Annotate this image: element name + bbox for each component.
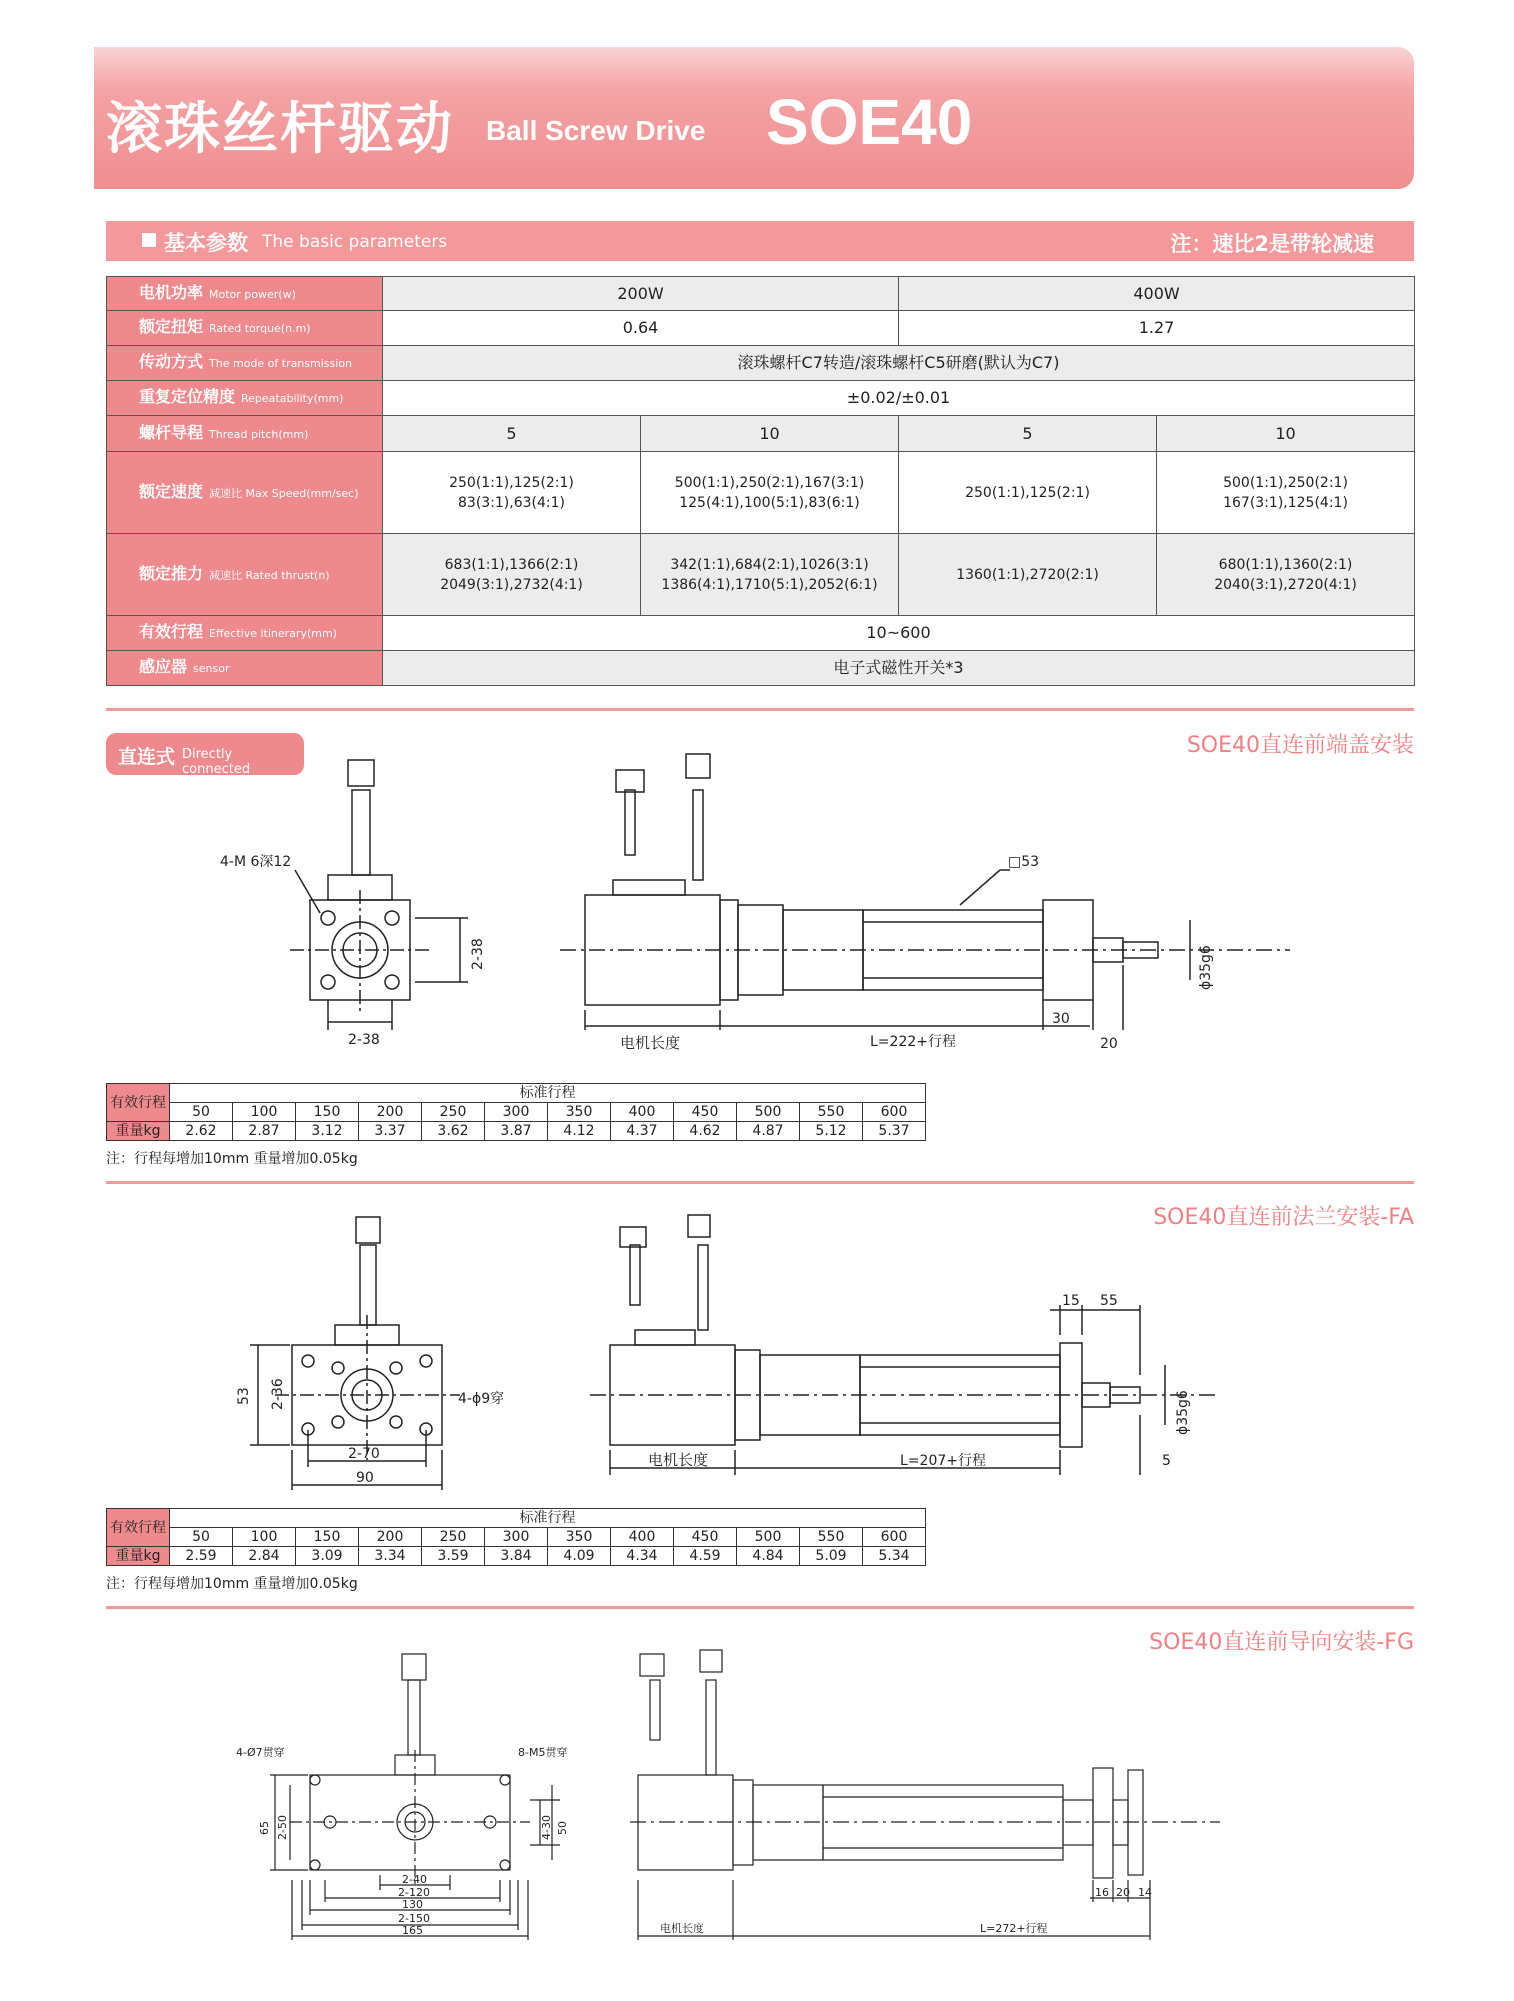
- param-value: 10: [641, 416, 899, 452]
- weight-cell: 3.84: [485, 1547, 548, 1566]
- weight-cell: 5.37: [863, 1122, 926, 1141]
- dim-20: 20: [1100, 1036, 1118, 1052]
- dim-h: 2-70: [348, 1446, 380, 1462]
- stroke-cell: 250: [422, 1528, 485, 1547]
- param-value: 250(1:1),125(2:1): [899, 452, 1157, 534]
- param-label: 螺杆导程 Thread pitch(mm): [107, 416, 383, 452]
- stroke-cell: 50: [170, 1528, 233, 1547]
- weight-table-2: [106, 1508, 926, 1566]
- stroke-cell: 200: [359, 1103, 422, 1122]
- stroke-cell: 400: [611, 1103, 674, 1122]
- weight-cell: 3.87: [485, 1122, 548, 1141]
- param-label: 额定速度 减速比 Max Speed(mm/sec): [107, 452, 383, 534]
- stroke-label: 有效行程: [107, 1084, 170, 1122]
- param-value: 500(1:1),250(2:1),167(3:1) 125(4:1),100(5:1),83(6:1): [641, 452, 899, 534]
- section3-title: SOE40直连前导向安装-FG: [1149, 1630, 1414, 1655]
- dim-v50: 2-50: [276, 1815, 289, 1840]
- weight-cell: 2.84: [233, 1547, 296, 1566]
- title-cn: 滚珠丝杆驱动: [106, 97, 454, 162]
- dim-v: 2-38: [470, 938, 486, 970]
- stroke-cell: 350: [548, 1103, 611, 1122]
- weight-cell: 4.37: [611, 1122, 674, 1141]
- stroke-cell: 100: [233, 1103, 296, 1122]
- drawing-front-flange: [220, 1205, 1320, 1500]
- weight-cell: 4.62: [674, 1122, 737, 1141]
- dim-53: 53: [236, 1387, 252, 1405]
- table-row: [107, 311, 1415, 346]
- weight-cell: 3.12: [296, 1122, 359, 1141]
- divider: [106, 708, 1414, 711]
- ratio-note: 注：速比2是带轮减速: [1170, 232, 1374, 256]
- dim-16: 16: [1095, 1886, 1109, 1899]
- param-value: 500(1:1),250(2:1) 167(3:1),125(4:1): [1157, 452, 1415, 534]
- dim-length: L=272+行程: [980, 1922, 1048, 1935]
- weight-cell: 3.34: [359, 1547, 422, 1566]
- dim-shaft: ϕ35g6: [1198, 945, 1214, 990]
- weight-cell: 5.34: [863, 1547, 926, 1566]
- table-row: [107, 346, 1415, 381]
- param-value: 10~600: [383, 616, 1415, 651]
- stroke-cell: 600: [863, 1528, 926, 1547]
- dim-square: □53: [1008, 854, 1040, 870]
- weight-cell: 4.34: [611, 1547, 674, 1566]
- dim-165: 165: [402, 1924, 423, 1937]
- table-row: [107, 616, 1415, 651]
- table-row: [107, 381, 1415, 416]
- dim-90: 90: [356, 1470, 374, 1486]
- table-row: [107, 1122, 926, 1141]
- param-value: 200W: [383, 277, 899, 311]
- basic-title-cn: 基本参数: [164, 231, 248, 255]
- basic-params-bar: [106, 221, 1414, 261]
- stroke-cell: 350: [548, 1528, 611, 1547]
- param-value: 0.64: [383, 311, 899, 346]
- stroke-cell: 550: [800, 1528, 863, 1547]
- model-name: SOE40: [766, 86, 973, 158]
- param-label: 额定推力 减速比 Rated thrust(n): [107, 534, 383, 616]
- weight-label: 重量kg: [107, 1547, 170, 1566]
- param-value: 400W: [899, 277, 1415, 311]
- dim-130: 130: [402, 1898, 423, 1911]
- weight-note-2: 注：行程每增加10mm 重量增加0.05kg: [106, 1576, 358, 1592]
- param-value: 1.27: [899, 311, 1415, 346]
- weight-cell: 3.59: [422, 1547, 485, 1566]
- table-row: [107, 1547, 926, 1566]
- param-value: 10: [1157, 416, 1415, 452]
- weight-cell: 3.37: [359, 1122, 422, 1141]
- dim-motor-length: 电机长度: [660, 1922, 704, 1935]
- drawing-front-cover: [200, 730, 1330, 1070]
- stroke-cell: 150: [296, 1528, 359, 1547]
- stroke-cell: 300: [485, 1103, 548, 1122]
- weight-cell: 2.87: [233, 1122, 296, 1141]
- dim-h40: 2-40: [402, 1873, 427, 1886]
- table-row: [107, 416, 1415, 452]
- stroke-cell: 450: [674, 1528, 737, 1547]
- weight-cell: 4.87: [737, 1122, 800, 1141]
- stroke-cell: 150: [296, 1103, 359, 1122]
- dim-motor-length: 电机长度: [620, 1034, 681, 1052]
- table-row: [107, 452, 1415, 534]
- param-value: 250(1:1),125(2:1) 83(3:1),63(4:1): [383, 452, 641, 534]
- param-value: 5: [383, 416, 641, 452]
- stroke-cell: 500: [737, 1103, 800, 1122]
- weight-cell: 4.12: [548, 1122, 611, 1141]
- param-value: 683(1:1),1366(2:1) 2049(3:1),2732(4:1): [383, 534, 641, 616]
- param-label: 重复定位精度 Repeatability(mm): [107, 381, 383, 416]
- table-row: [107, 1509, 926, 1528]
- param-label: 电机功率 Motor power(w): [107, 277, 383, 311]
- param-value: 滚珠螺杆C7转造/滚珠螺杆C5研磨(默认为C7): [383, 346, 1415, 381]
- basic-title-en: The basic parameters: [262, 232, 448, 252]
- dim-14: 14: [1138, 1886, 1152, 1899]
- stroke-cell: 300: [485, 1528, 548, 1547]
- dim-length: L=222+行程: [870, 1034, 956, 1050]
- title-banner: [94, 47, 1414, 189]
- dim-h150: 2-150: [398, 1912, 430, 1925]
- square-bullet-icon: [142, 233, 156, 247]
- weight-label: 重量kg: [107, 1122, 170, 1141]
- dim-65: 65: [258, 1821, 271, 1835]
- stroke-cell: 500: [737, 1528, 800, 1547]
- std-stroke-label: 标准行程: [170, 1509, 926, 1528]
- table-row: [107, 1103, 926, 1122]
- dim-55: 55: [1100, 1293, 1118, 1309]
- weight-cell: 5.09: [800, 1547, 863, 1566]
- stroke-label: 有效行程: [107, 1509, 170, 1547]
- weight-cell: 4.09: [548, 1547, 611, 1566]
- stroke-cell: 450: [674, 1103, 737, 1122]
- dim-v: 2-36: [270, 1378, 286, 1410]
- table-row: [107, 1528, 926, 1547]
- title-en: Ball Screw Drive: [486, 115, 706, 146]
- dim-length: L=207+行程: [900, 1453, 986, 1469]
- param-value: 电子式磁性开关*3: [383, 651, 1415, 686]
- dim-h120: 2-120: [398, 1886, 430, 1899]
- weight-table-1: [106, 1083, 926, 1141]
- weight-cell: 3.09: [296, 1547, 359, 1566]
- dim-20: 20: [1116, 1886, 1130, 1899]
- param-label: 感应器 sensor: [107, 651, 383, 686]
- table-row: [107, 534, 1415, 616]
- weight-cell: 4.59: [674, 1547, 737, 1566]
- dim-motor-length: 电机长度: [648, 1451, 709, 1469]
- weight-cell: 4.84: [737, 1547, 800, 1566]
- stroke-cell: 400: [611, 1528, 674, 1547]
- stroke-cell: 100: [233, 1528, 296, 1547]
- param-label: 有效行程 Effective itinerary(mm): [107, 616, 383, 651]
- param-value: 342(1:1),684(2:1),1026(3:1) 1386(4:1),1710(5:1),2052(6:1): [641, 534, 899, 616]
- stroke-cell: 550: [800, 1103, 863, 1122]
- param-value: 5: [899, 416, 1157, 452]
- dim-hole1: 4-Ø7贯穿: [236, 1746, 285, 1759]
- stroke-cell: 600: [863, 1103, 926, 1122]
- weight-cell: 2.59: [170, 1547, 233, 1566]
- param-value: ±0.02/±0.01: [383, 381, 1415, 416]
- dim-hole: 4-M 6深12: [220, 854, 292, 870]
- drawing-front-guide: [220, 1640, 1320, 1960]
- dim-30: 30: [1052, 1011, 1070, 1027]
- std-stroke-label: 标准行程: [170, 1084, 926, 1103]
- section1-title: SOE40直连前端盖安装: [1186, 733, 1414, 758]
- dim-shaft: ϕ35g6: [1175, 1390, 1191, 1435]
- section2-title: SOE40直连前法兰安装-FA: [1153, 1205, 1414, 1230]
- dim-h: 2-38: [348, 1032, 380, 1048]
- dim-50: 50: [556, 1821, 569, 1835]
- stroke-cell: 200: [359, 1528, 422, 1547]
- divider: [106, 1606, 1414, 1609]
- divider: [106, 1181, 1414, 1184]
- table-row: [107, 651, 1415, 686]
- stroke-cell: 50: [170, 1103, 233, 1122]
- param-label: 传动方式 The mode of transmission: [107, 346, 383, 381]
- weight-cell: 5.12: [800, 1122, 863, 1141]
- param-value: 680(1:1),1360(2:1) 2040(3:1),2720(4:1): [1157, 534, 1415, 616]
- dim-5: 5: [1162, 1453, 1171, 1469]
- table-row: [107, 277, 1415, 311]
- params-table: [106, 276, 1415, 686]
- dim-v30: 4-30: [540, 1815, 553, 1840]
- table-row: [107, 1084, 926, 1103]
- stroke-cell: 250: [422, 1103, 485, 1122]
- param-value: 1360(1:1),2720(2:1): [899, 534, 1157, 616]
- dim-15: 15: [1062, 1293, 1080, 1309]
- directly-connected-pill: 直连式 Directly connected: [106, 733, 304, 775]
- dim-hole2: 8-M5贯穿: [518, 1746, 568, 1759]
- dim-hole: 4-ϕ9穿: [458, 1391, 505, 1407]
- weight-cell: 2.62: [170, 1122, 233, 1141]
- weight-cell: 3.62: [422, 1122, 485, 1141]
- param-label: 额定扭矩 Rated torque(n.m): [107, 311, 383, 346]
- weight-note-1: 注：行程每增加10mm 重量增加0.05kg: [106, 1151, 358, 1167]
